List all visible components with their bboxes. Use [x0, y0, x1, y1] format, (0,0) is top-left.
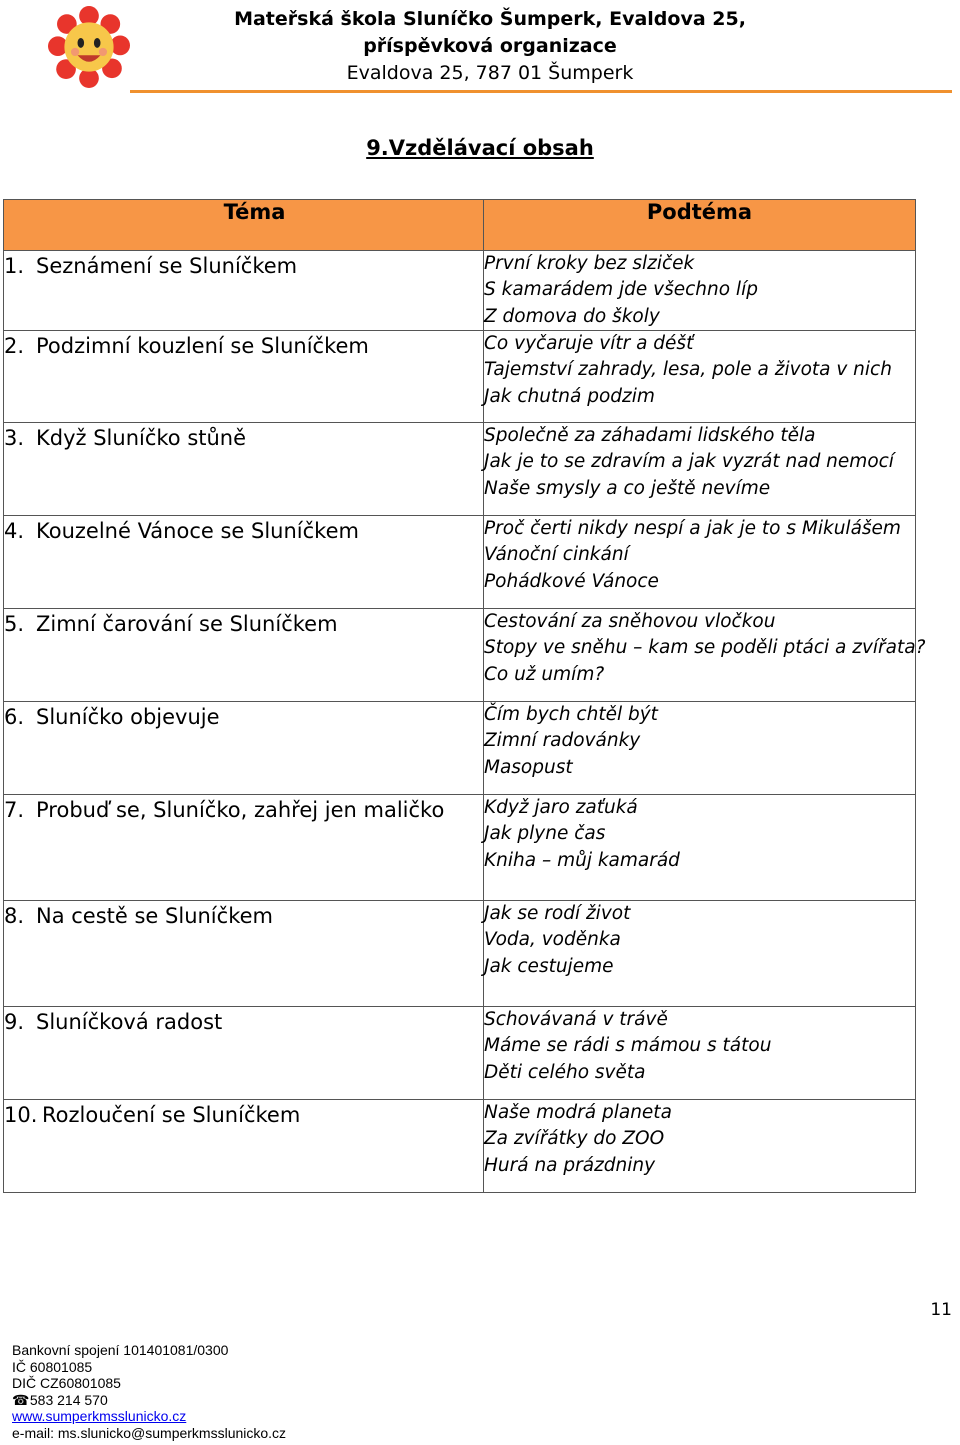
podtema-item: Zimní radovánky [484, 730, 641, 752]
tema-cell [4, 516, 484, 609]
tema-title: Kouzelné Vánoce se Sluníčkem [36, 519, 359, 543]
tema-cell [4, 702, 484, 795]
tema-number: 1. [4, 254, 25, 278]
podtema-item: Cestování za sněhovou vločkou [484, 611, 776, 632]
podtema-cell [484, 901, 916, 1007]
podtema-item: Jak plyne čas [484, 823, 606, 845]
bank-account: Bankovní spojení 101401081/0300 [12, 1342, 229, 1358]
podtema-cell [484, 702, 916, 795]
school-address: Evaldova 25, 787 01 Šumperk [346, 62, 634, 84]
tema-title: Seznámení se Sluníčkem [36, 254, 298, 278]
podtema-cell [484, 331, 916, 423]
podtema-item: Z domova do školy [484, 305, 660, 327]
podtema-cell [484, 1100, 916, 1193]
podtema-item: S kamarádem jde všechno líp [484, 279, 758, 301]
podtema-item: První kroky bez slziček [484, 253, 695, 274]
podtema-item: Jak je to se zdravím a jak vyzrát nad nemocí [484, 451, 894, 473]
vat-id: DIČ CZ60801085 [12, 1375, 121, 1391]
tema-cell [4, 1007, 484, 1100]
table-row [4, 423, 916, 516]
phone-line [12, 1392, 286, 1409]
header-divider [130, 90, 952, 93]
page-footer [12, 1342, 286, 1441]
tema-number: 10. [4, 1103, 38, 1127]
podtema-item: Tajemství zahrady, lesa, pole a života v nich [484, 359, 892, 381]
tema-cell [4, 609, 484, 702]
tema-title: Když Sluníčko stůně [36, 426, 247, 450]
podtema-cell [484, 795, 916, 901]
podtema-cell [484, 251, 916, 331]
table-row [4, 795, 916, 901]
school-name-block [200, 6, 780, 87]
podtema-item: Stopy ve sněhu – kam se poděli ptáci a zvířata? [484, 637, 926, 659]
table-row [4, 1007, 916, 1100]
tema-cell [4, 795, 484, 901]
tema-number: 5. [4, 612, 25, 636]
tema-title: Zimní čarování se Sluníčkem [36, 612, 338, 636]
company-id: IČ 60801085 [12, 1358, 93, 1375]
podtema-cell [484, 423, 916, 516]
tema-title: Na cestě se Sluníčkem [36, 904, 273, 928]
podtema-cell [484, 609, 926, 702]
podtema-item: Za zvířátky do ZOO [484, 1128, 665, 1150]
tema-title: Podzimní kouzlení se Sluníčkem [36, 334, 369, 358]
podtema-item: Jak cestujeme [484, 955, 614, 977]
tema-title: Sluníčko objevuje [36, 705, 220, 729]
tema-cell [4, 251, 484, 331]
tema-number: 4. [4, 519, 25, 543]
page-number: 11 [930, 1300, 952, 1320]
school-name: Mateřská škola Sluníčko Šumperk, Evaldova 25, [234, 8, 746, 30]
podtema-item: Jak se rodí život [484, 903, 631, 924]
column-header-tema: Téma [4, 200, 484, 251]
education-content-table [3, 199, 926, 1193]
tema-number: 2. [4, 334, 25, 358]
tema-cell [4, 901, 484, 1007]
table-header-row [4, 200, 916, 251]
tema-number: 6. [4, 705, 25, 729]
podtema-item: Čím bych chtěl být [484, 704, 658, 725]
podtema-item: Když jaro zaťuká [484, 797, 638, 818]
school-type: příspěvková organizace [363, 35, 617, 57]
tema-title: Probuď se, Sluníčko, zahřej jen maličko [36, 798, 445, 822]
page-header [0, 0, 960, 95]
podtema-item: Vánoční cinkání [484, 544, 629, 566]
table-row [4, 702, 916, 795]
podtema-item: Děti celého světa [484, 1061, 646, 1083]
podtema-item: Schovávaná v trávě [484, 1009, 668, 1030]
smiling-sun-flower-icon [48, 6, 130, 88]
podtema-item: Proč čerti nikdy nespí a jak je to s Mikulášem [484, 518, 901, 539]
table-row [4, 1100, 916, 1193]
podtema-item: Hurá na prázdniny [484, 1154, 656, 1176]
email-line[interactable]: e-mail: ms.slunicko@sumperkmsslunicko.cz [12, 1424, 287, 1441]
table-row [4, 609, 916, 702]
table-row [4, 331, 916, 423]
website-link[interactable]: www.sumperkmsslunicko.cz [12, 1408, 187, 1424]
telephone-icon: ☎ [12, 1391, 30, 1408]
table-row [4, 251, 916, 331]
table-row [4, 516, 916, 609]
podtema-cell [484, 1007, 916, 1100]
podtema-item: Co už umím? [484, 663, 605, 685]
podtema-item: Pohádkové Vánoce [484, 570, 659, 592]
tema-number: 7. [4, 798, 25, 822]
tema-title: Sluníčková radost [36, 1010, 223, 1034]
tema-cell [4, 1100, 484, 1193]
table-row [4, 901, 916, 1007]
tema-title: Rozloučení se Sluníčkem [42, 1103, 301, 1127]
podtema-item: Máme se rádi s mámou s tátou [484, 1035, 772, 1057]
podtema-cell [484, 516, 916, 609]
podtema-item: Naše modrá planeta [484, 1102, 672, 1123]
podtema-item: Voda, voděnka [484, 929, 621, 951]
podtema-item: Co vyčaruje vítr a déšť [484, 333, 694, 354]
tema-cell [4, 423, 484, 516]
tema-number: 3. [4, 426, 25, 450]
podtema-item: Masopust [484, 756, 573, 778]
phone-number: 583 214 570 [29, 1391, 108, 1408]
tema-number: 9. [4, 1010, 25, 1034]
podtema-item: Naše smysly a co ještě nevíme [484, 477, 771, 499]
tema-cell [4, 331, 484, 423]
podtema-item: Kniha – můj kamarád [484, 849, 680, 871]
column-header-podtema: Podtéma [484, 200, 916, 251]
tema-number: 8. [4, 904, 25, 928]
page-title: 9.Vzdělávací obsah [366, 136, 594, 160]
podtema-item: Společně za záhadami lidského těla [484, 425, 816, 446]
podtema-item: Jak chutná podzim [484, 385, 655, 407]
